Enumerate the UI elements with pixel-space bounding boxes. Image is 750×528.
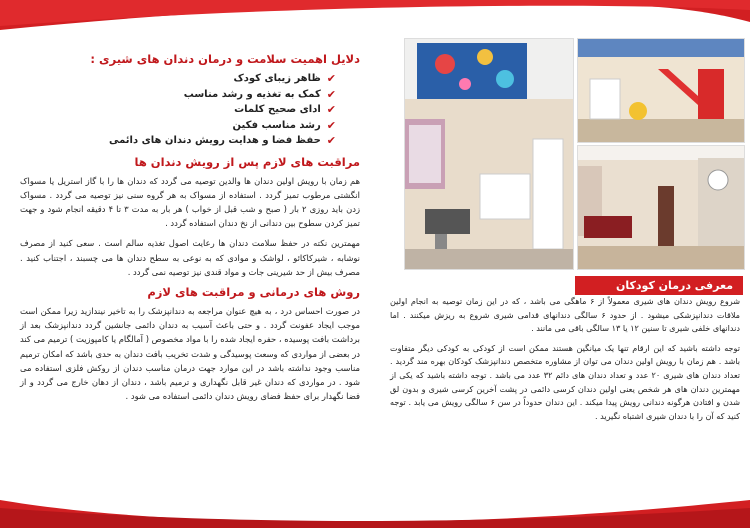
check-icon: ✔ bbox=[326, 87, 336, 101]
reasons-list bbox=[20, 71, 360, 149]
play-slide-icon bbox=[578, 39, 744, 142]
check-icon: ✔ bbox=[326, 103, 336, 116]
clinic-room-photo bbox=[404, 38, 574, 270]
intro-label: معرفی درمان کودکان bbox=[575, 276, 743, 295]
left-text-column bbox=[20, 52, 360, 502]
treatment-heading: روش های درمانی و مراقبت های لازم bbox=[147, 284, 360, 299]
waiting-sofa-icon bbox=[578, 146, 744, 269]
check-icon: ✔ bbox=[326, 118, 336, 132]
list-item: ✔ ادای صحیح کلمات bbox=[234, 103, 336, 116]
care-paragraph-2: مهمترین نکته در حفظ سلامت دندان ها رعایت اصول تغذیه سالم است . سعی کنید از مصرف نوشابه ، شیرکاکائو ، لواشک و موادی که به نوعی به سطح دندان ها می چسبند ، اجتناب کنید . مصرف بیش از حد شیرینی جات و مواد قندی نیز توصیه نمی گردد . bbox=[20, 238, 360, 277]
intro-paragraph-1: شروع رویش دندان های شیری معمولاً از ۶ ماهگی می باشد ، که در این زمان توصیه به انجام اولین ملاقات دندانپزشکی میشود . از حدود ۶ سالگی دندانهای قدامی شیری شروع به ریزش میکنند . اما دندانهای خلفی شیری تا سنین ۱۲ یا ۱۳ سالگی باقی می مانند . bbox=[390, 296, 740, 334]
list-item: ✔ رشد مناسب فکین bbox=[232, 118, 336, 132]
reasons-heading: دلایل اهمیت سلامت و درمان دندان های شیری : bbox=[90, 52, 360, 66]
play-area-photo bbox=[577, 38, 745, 143]
treatment-paragraph: در صورت احساس درد ، به هیچ عنوان مراجعه به دندانپزشک را به تاخیر نیندازید زیرا ممکن است موجب ایجاد عفونت گردد . و حتی باعث آسیب به دندان دائمی جانشین گردد دندانپزشک بعد از برداشت بافت پوسیده ، حفره ایجاد شده را با مواد مخصوص ( آمالگام یا کامپوزیت ) ترمیم می کند در بعضی از مواردی که وسعت پوسیدگی و شدت تخریب بافت دندان به حدی باشد که امکان ترمیم مناسب وجود نداشته باشد در این موارد جهت درمان مناسب دندان از روکش فلزی استفاده می شود . در مواردی که دندان غیر قابل نگهداری و ترمیم باشد ، دندان از دهان خارج می گردد و از فضا نگهدار برای حفظ فضای رویش دندان دائمی استفاده می شود . bbox=[20, 305, 360, 402]
care-heading: مراقبت های لازم پس از رویش دندان ها bbox=[134, 154, 360, 169]
care-paragraph-1: هم زمان با رویش اولین دندان ها والدین توصیه می گردد که دندان ها را با گاز استریل یا مسواک انگشتی مرطوب تمیز گردد . استفاده از مسواک به هر گروه سنی نیز توصیه می گردد . مسواک زدن باید روزی ۲ بار ( صبح و شب قبل از خواب ) هر بار به مدت ۳ تا ۴ دقیقه انجام شود و جهت تمیز کردن سطوح بین دندانی از نخ دندان استفاده گردد . bbox=[20, 175, 360, 229]
list-item: ✔ کمک به تغذیه و رشد مناسب bbox=[183, 87, 336, 101]
list-item: ✔ ظاهر زیبای کودک bbox=[233, 72, 336, 85]
right-text-column bbox=[390, 295, 740, 485]
check-icon: ✔ bbox=[326, 134, 336, 147]
check-icon: ✔ bbox=[326, 72, 336, 85]
intro-paragraph-2: توجه داشته باشید که این ارقام تنها یک میانگین هستند ممکن است از کودکی به کودکی دیگر متفاوت باشد . هم زمان با رویش اولین دندان می توان از مشاوره متخصص دندانپزشک کودکان بهره مند گردید . تعداد دندان های شیری ۲۰ عدد و تعداد دندان های دائم ۳۲ عدد می باشد . توجه داشته باشید که یکی از مهمترین دندان های هر شخص یعنی اولین دندان کرسی دائمی در پشت آخرین کرسی شیری و بدون لق شدن و افتادن هرگونه دندانی رویش پیدا میکند . این دندان حدوداً در سن ۶ سالگی رویش می یابد . توجه کنید که آن را با دندان شیری اشتباه نگیرید . bbox=[390, 342, 741, 421]
list-item: ✔ حفظ فضا و هدایت رویش دندان های دائمی bbox=[108, 134, 336, 147]
waiting-room-photo bbox=[577, 145, 745, 270]
dental-chair-room-icon bbox=[405, 39, 573, 269]
